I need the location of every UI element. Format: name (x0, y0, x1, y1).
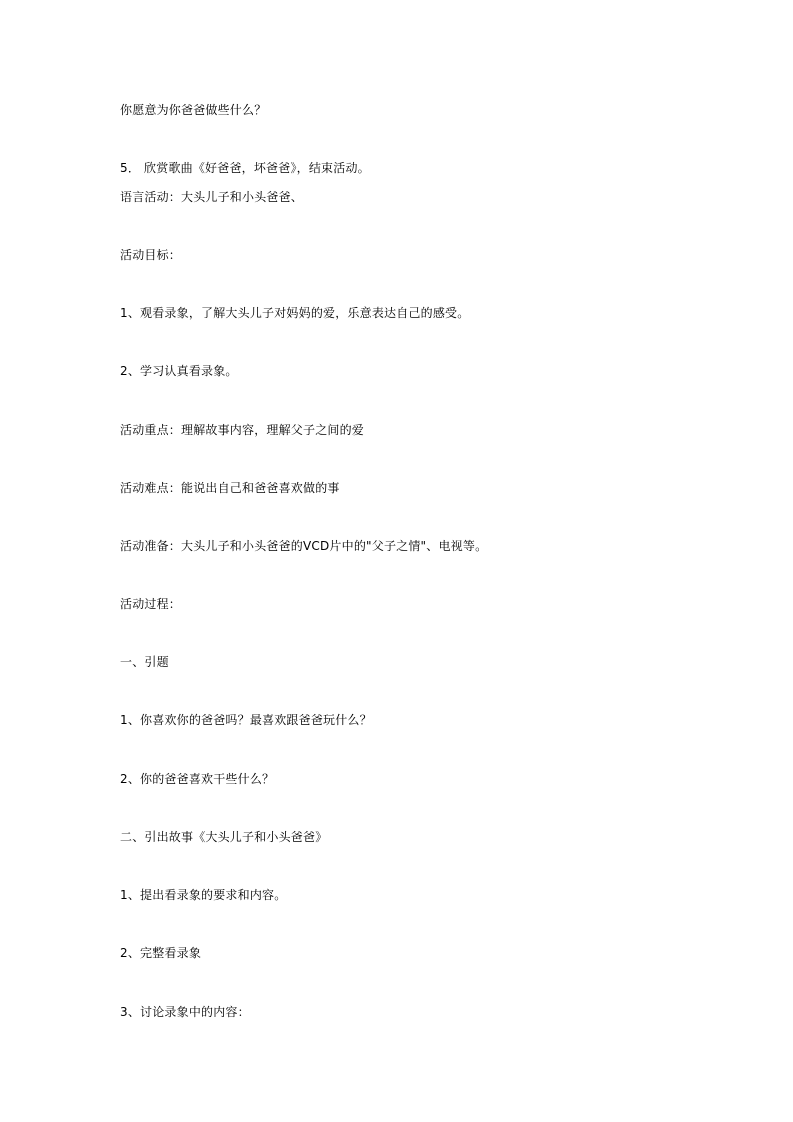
paragraph-step-5: 5． 欣赏歌曲《好爸爸，坏爸爸》，结束活动。 (120, 161, 370, 175)
process-question-1: 1、你喜欢你的爸爸吗？最喜欢跟爸爸玩什么？ (120, 713, 372, 727)
process-substep-3: 3、讨论录象中的内容： (120, 1005, 250, 1019)
process-substep-2: 2、完整看录象 (120, 946, 202, 960)
process-substep-1: 1、提出看录象的要求和内容。 (120, 888, 287, 902)
process-step-2-heading: 二、引出故事《大头儿子和小头爸爸》 (120, 830, 328, 844)
activity-title: 语言活动：大头儿子和小头爸爸、 (120, 190, 304, 204)
goal-item-2: 2、学习认真看录象。 (120, 364, 238, 378)
process-question-2: 2、你的爸爸喜欢干些什么？ (120, 772, 275, 786)
section-heading-goals: 活动目标： (120, 248, 182, 262)
process-step-1-heading: 一、引题 (120, 655, 169, 669)
preparation: 活动准备：大头儿子和小头爸爸的VCD片中的"父子之情"、电视等。 (120, 539, 488, 553)
paragraph-question: 你愿意为你爸爸做些什么？ (120, 103, 267, 117)
key-point: 活动重点：理解故事内容，理解父子之间的爱 (120, 423, 365, 437)
goal-item-1: 1、观看录象，了解大头儿子对妈妈的爱，乐意表达自己的感受。 (120, 306, 470, 320)
difficult-point: 活动难点：能说出自己和爸爸喜欢做的事 (120, 481, 340, 495)
section-heading-process: 活动过程： (120, 597, 182, 611)
